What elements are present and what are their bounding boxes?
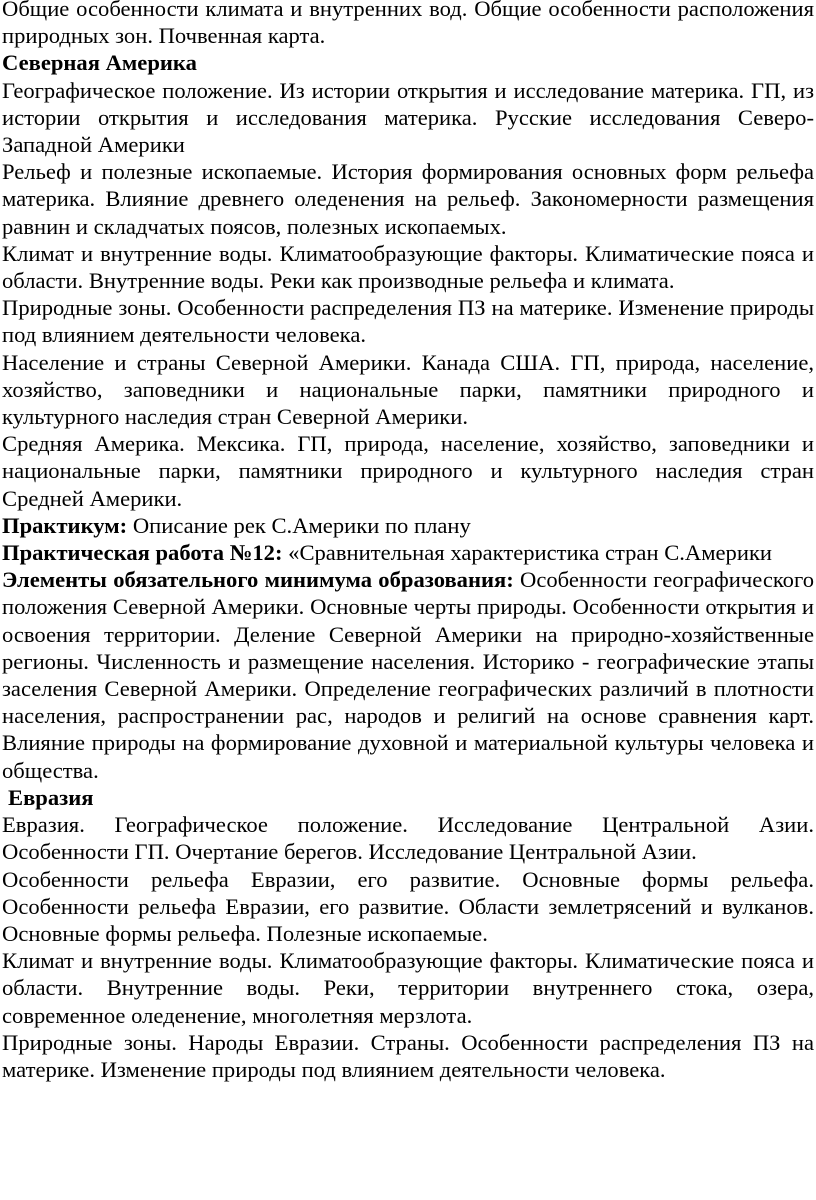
na-paragraph-population: Население и страны Северной Америки. Канада США. ГП, природа, население, хозяйство, заповедники и национальные парки, памятники природного и культурного наследия стран Северной Америки. (2, 349, 814, 430)
eu-paragraph-geo-position: Евразия. Географическое положение. Исследование Центральной Азии. Особенности ГП. Очертание берегов. Исследование Центральной Азии. (2, 812, 814, 865)
section-heading-eurasia: Евразия (8, 784, 94, 810)
na-paragraph-geo-position: Географическое положение. Из истории открытия и исследование материка. ГП, из истории открытия и исследования материка. Русские исследования Северо- Западной Америки (2, 77, 814, 158)
na-paragraph-central-america: Средняя Америка. Мексика. ГП, природа, население, хозяйство, заповедники и национальные парки, памятники природного и культурного наследия стран Средней Америки. (2, 431, 814, 511)
section-heading-north-america: Северная Америка (2, 50, 197, 76)
minimum-label: Элементы обязательного минимума образования: (2, 567, 514, 593)
eu-paragraph-natural-zones: Природные зоны. Народы Евразии. Страны. Особенности распределения ПЗ на материке. Изменение природы под влиянием деятельности человека. (2, 1029, 814, 1082)
na-paragraph-relief: Рельеф и полезные ископаемые. История формирования основных форм рельефа материка. Влияние древнего оледенения на рельеф. Закономерности размещения равнин и складчатых поясов, полезных ископаемых. (2, 159, 814, 239)
na-paragraph-natural-zones: Природные зоны. Особенности распределения ПЗ на материке. Изменение природы под влиянием деятельности человека. (2, 295, 814, 348)
na-practicum (2, 512, 814, 539)
eu-paragraph-climate: Климат и внутренние воды. Климатообразующие факторы. Климатические пояса и области. Внутренние воды. Реки, территории внутреннего стока, озера, современное оледенение, многолетняя мерзлота. (2, 948, 814, 1028)
practical-work-text: «Сравнительная характеристика стран С.Америки (282, 540, 773, 566)
na-practical-work (2, 539, 814, 566)
practical-work-label: Практическая работа №12: (2, 540, 283, 566)
na-minimum-elements (2, 566, 814, 784)
na-paragraph-climate: Климат и внутренние воды. Климатообразующие факторы. Климатические пояса и области. Внутренние воды. Реки как производные рельефа и климата. (2, 240, 814, 294)
practicum-text: Описание рек С.Америки по плану (127, 512, 471, 538)
eu-paragraph-relief: Особенности рельефа Евразии, его развитие. Основные формы рельефа. Особенности рельефа Евразии, его развитие. Области землетрясений и вулканов. Основные формы рельефа. Полезные ископаемые. (2, 866, 814, 946)
minimum-text: Особенности географического положения Северной Америки. Основные черты природы. Особенности открытия и освоения территории. Деление Северной Америки на природно-хозяйственные регионы. Численность и размещение населения. Историко - географические этапы заселения Северной Америки. Определение географических различий в плотности населения, распространении рас, народов и религий на основе сравнения карт. Влияние природы на формирование духовной и материальной культуры человека и общества. (2, 567, 814, 783)
intro-paragraph: Общие особенности климата и внутренних вод. Общие особенности расположения природных зон. Почвенная карта. (2, 0, 814, 49)
practicum-label: Практикум: (2, 512, 128, 538)
